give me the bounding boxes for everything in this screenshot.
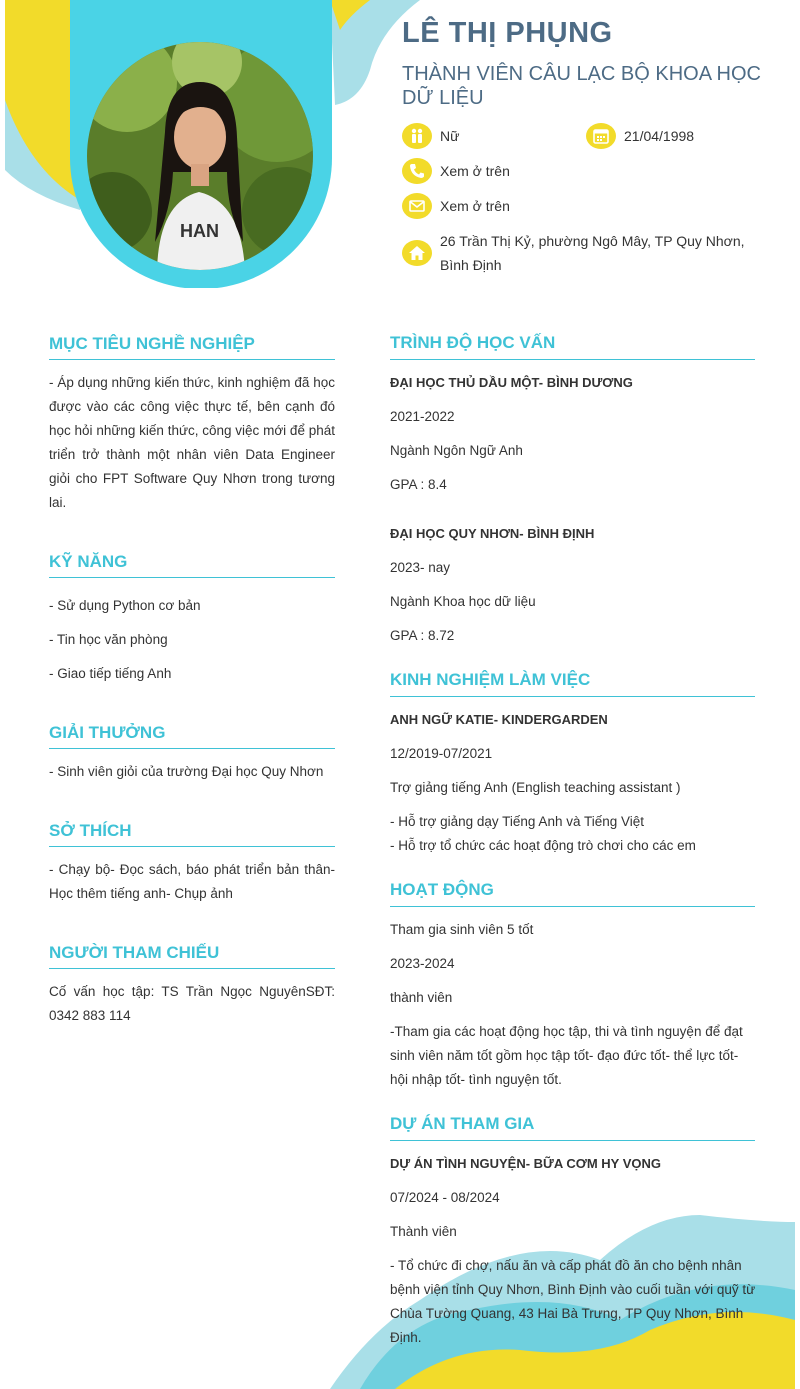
- project-role: Thành viên: [390, 1224, 457, 1239]
- awards-title: GIẢI THƯỞNG: [49, 723, 166, 742]
- email-row: [402, 193, 510, 219]
- gender-value: Nữ: [440, 128, 460, 144]
- divider: [390, 906, 755, 907]
- activity-period: 2023-2024: [390, 956, 455, 971]
- company-name: ANH NGỮ KATIE- KINDERGARDEN: [390, 712, 608, 727]
- phone-icon: [402, 158, 432, 184]
- objective-title: MỤC TIÊU NGHỀ NGHIỆP: [49, 334, 255, 353]
- address-row: [402, 229, 762, 277]
- objective-text: - Áp dụng những kiến thức, kinh nghiệm đã học được vào các công việc thực tế, bên cạnh đó học hỏi những kiến thức, công việc mới để phát triển trở thành một nhân viên Data Engineer giỏi cho FPT Software Quy Nhơn trong tương lai.: [49, 375, 335, 510]
- skills-title: KỸ NĂNG: [49, 552, 128, 571]
- divider: [390, 696, 755, 697]
- skill-item: - Tin học văn phòng: [49, 632, 168, 647]
- mail-icon: [402, 193, 432, 219]
- project-name: DỰ ÁN TÌNH NGUYỆN- BỮA CƠM HY VỌNG: [390, 1156, 662, 1171]
- birthday-value: 21/04/1998: [624, 128, 695, 144]
- project-period: 07/2024 - 08/2024: [390, 1190, 500, 1205]
- project-desc: - Tổ chức đi chợ, nấu ăn và cấp phát đồ ăn cho bệnh nhân bệnh viện tỉnh Quy Nhơn, Bình Định vào cuối tuần với quỹ từ Chùa Tường Quang, 43 Hai Bà Trưng, TP Quy Nhơn, Bình Định.: [390, 1258, 756, 1345]
- avatar: [87, 42, 313, 270]
- divider: [49, 748, 335, 749]
- skill-item: - Giao tiếp tiếng Anh: [49, 666, 172, 681]
- job-duty: - Hỗ trợ tổ chức các hoạt động trò chơi cho các em: [390, 838, 696, 853]
- projects-title: DỰ ÁN THAM GIA: [390, 1114, 535, 1133]
- job-duty: - Hỗ trợ giảng dạy Tiếng Anh và Tiếng Việt: [390, 814, 645, 829]
- profile-photo-banner: [70, 0, 332, 288]
- divider: [390, 1140, 755, 1141]
- home-icon: [402, 240, 432, 266]
- skill-item: - Sử dụng Python cơ bản: [49, 598, 201, 613]
- school-gpa: GPA : 8.4: [390, 477, 447, 492]
- experience-title: KINH NGHIỆM LÀM VIỆC: [390, 670, 591, 689]
- person-title: THÀNH VIÊN CÂU LẠC BỘ KHOA HỌC DỮ LIỆU: [402, 63, 761, 109]
- svg-text:HAN: HAN: [180, 221, 219, 241]
- header: [402, 16, 782, 110]
- school-period: 2023- nay: [390, 560, 451, 575]
- divider: [49, 359, 335, 360]
- school-name: ĐẠI HỌC QUY NHƠN- BÌNH ĐỊNH: [390, 526, 595, 541]
- school-gpa: GPA : 8.72: [390, 628, 455, 643]
- school-major: Ngành Khoa học dữ liệu: [390, 594, 536, 609]
- job-role: Trợ giảng tiếng Anh (English teaching assistant ): [390, 780, 681, 795]
- birthday-row: [586, 123, 694, 149]
- address-value: 26 Trần Thị Kỷ, phường Ngô Mây, TP Quy Nhơn, Bình Định: [440, 233, 745, 273]
- education-title: TRÌNH ĐỘ HỌC VẤN: [390, 333, 556, 352]
- phone-row: [402, 158, 510, 184]
- hobbies-text: - Chạy bộ- Đọc sách, báo phát triển bản thân- Học thêm tiếng anh- Chụp ảnh: [49, 862, 335, 901]
- hobbies-title: SỞ THÍCH: [49, 821, 132, 840]
- divider: [390, 359, 755, 360]
- activity-role: thành viên: [390, 990, 453, 1005]
- activities-title: HOẠT ĐỘNG: [390, 880, 494, 899]
- divider: [49, 577, 335, 578]
- divider: [49, 968, 335, 969]
- email-value: Xem ở trên: [440, 198, 510, 214]
- school-period: 2021-2022: [390, 409, 455, 424]
- person-name: LÊ THỊ PHỤNG: [402, 17, 613, 49]
- school-name: ĐẠI HỌC THỦ DẦU MỘT- BÌNH DƯƠNG: [390, 375, 633, 390]
- divider: [49, 846, 335, 847]
- activity-desc: -Tham gia các hoạt động học tập, thi và tình nguyện để đạt sinh viên năm tốt gồm học tập tốt- đạo đức tốt- thể lực tốt- hội nhập tốt- tình nguyện tốt.: [390, 1024, 743, 1087]
- people-icon: [402, 123, 432, 149]
- gender-row: [402, 123, 459, 149]
- references-text: Cố vấn học tập: TS Trần Ngọc NguyênSĐT: 0342 883 114: [49, 984, 335, 1023]
- activity-name: Tham gia sinh viên 5 tốt: [390, 922, 534, 937]
- job-period: 12/2019-07/2021: [390, 746, 493, 761]
- school-major: Ngành Ngôn Ngữ Anh: [390, 443, 523, 458]
- awards-text: - Sinh viên giỏi của trường Đại học Quy Nhơn: [49, 764, 324, 779]
- references-title: NGƯỜI THAM CHIẾU: [49, 943, 220, 962]
- phone-value: Xem ở trên: [440, 163, 510, 179]
- calendar-icon: [586, 123, 616, 149]
